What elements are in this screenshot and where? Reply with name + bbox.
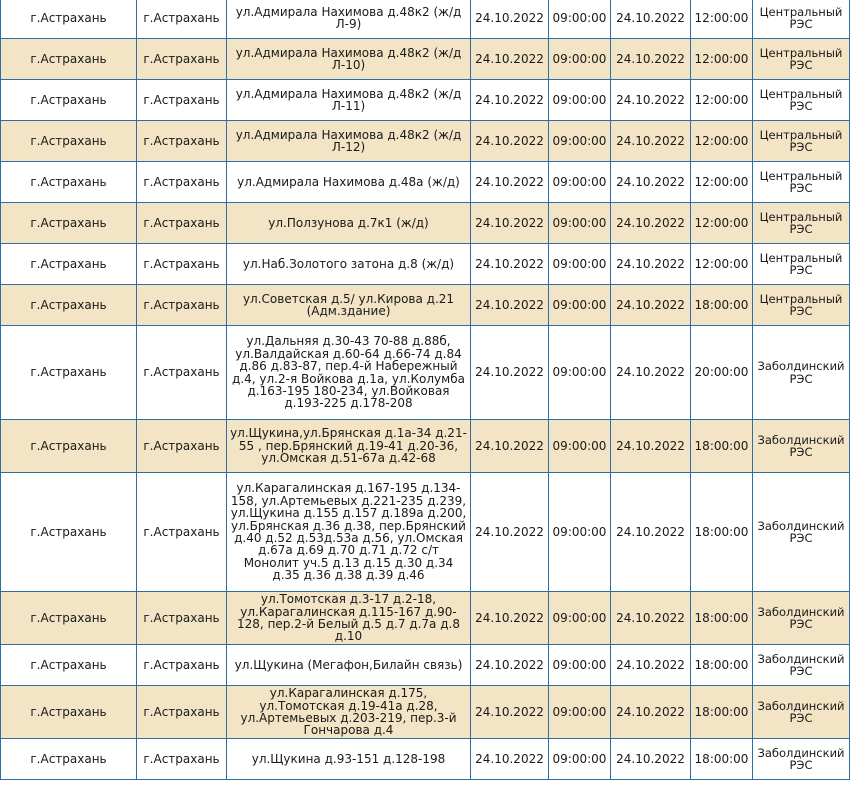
end-time-cell: 12:00:00 [691,0,753,39]
res-cell: Центральный РЭС [753,0,850,39]
locality-cell: г.Астрахань [1,739,137,780]
end-time-cell: 12:00:00 [691,39,753,80]
address-cell: ул.Дальняя д.30-43 70-88 д.88б, ул.Валдайская д.60-64 д.66-74 д.84 д.86 д.83-87, пер.4-й Набережный д.4, ул.2-я Войкова д.1а, ул.Колумба д.163-195 180-234, ул.Войковая д.193-225 д.178-208 [227,326,471,420]
start-time-cell: 09:00:00 [549,739,611,780]
start-time-cell: 09:00:00 [549,473,611,592]
locality-cell: г.Астрахань [1,645,137,686]
table-body [1,0,850,780]
start-date-cell: 24.10.2022 [471,0,549,39]
table-row [1,39,850,80]
res-cell: Центральный РЭС [753,162,850,203]
locality-cell: г.Астрахань [1,686,137,739]
end-date-cell: 24.10.2022 [611,0,691,39]
locality-cell: г.Астрахань [1,162,137,203]
start-time-cell: 09:00:00 [549,39,611,80]
table-row [1,326,850,420]
end-time-cell: 12:00:00 [691,244,753,285]
start-date-cell: 24.10.2022 [471,121,549,162]
table-row [1,420,850,473]
end-time-cell: 18:00:00 [691,592,753,645]
start-time-cell: 09:00:00 [549,592,611,645]
district-cell: г.Астрахань [137,80,227,121]
locality-cell: г.Астрахань [1,473,137,592]
res-cell: Заболдинский РЭС [753,686,850,739]
res-cell: Центральный РЭС [753,244,850,285]
start-date-cell: 24.10.2022 [471,420,549,473]
start-time-cell: 09:00:00 [549,326,611,420]
locality-cell: г.Астрахань [1,39,137,80]
locality-cell: г.Астрахань [1,203,137,244]
table-row [1,162,850,203]
start-date-cell: 24.10.2022 [471,739,549,780]
district-cell: г.Астрахань [137,473,227,592]
start-time-cell: 09:00:00 [549,162,611,203]
address-cell: ул.Ползунова д.7к1 (ж/д) [227,203,471,244]
table-row [1,203,850,244]
table-row [1,473,850,592]
end-time-cell: 18:00:00 [691,739,753,780]
res-cell: Заболдинский РЭС [753,473,850,592]
start-date-cell: 24.10.2022 [471,326,549,420]
district-cell: г.Астрахань [137,592,227,645]
end-date-cell: 24.10.2022 [611,686,691,739]
address-cell: ул.Томотская д.3-17 д.2-18, ул.Карагалинская д.115-167 д.90-128, пер.2-й Белый д.5 д.7 д.7а д.8 д.10 [227,592,471,645]
end-date-cell: 24.10.2022 [611,80,691,121]
end-date-cell: 24.10.2022 [611,121,691,162]
end-time-cell: 12:00:00 [691,162,753,203]
res-cell: Заболдинский РЭС [753,739,850,780]
address-cell: ул.Адмирала Нахимова д.48а (ж/д) [227,162,471,203]
district-cell: г.Астрахань [137,326,227,420]
address-cell: ул.Адмирала Нахимова д.48к2 (ж/д Л-11) [227,80,471,121]
end-time-cell: 18:00:00 [691,420,753,473]
end-time-cell: 12:00:00 [691,203,753,244]
start-time-cell: 09:00:00 [549,121,611,162]
end-date-cell: 24.10.2022 [611,420,691,473]
end-time-cell: 18:00:00 [691,473,753,592]
end-date-cell: 24.10.2022 [611,645,691,686]
start-date-cell: 24.10.2022 [471,686,549,739]
end-date-cell: 24.10.2022 [611,203,691,244]
res-cell: Заболдинский РЭС [753,592,850,645]
address-cell: ул.Карагалинская д.175, ул.Томотская д.19-41а д.28, ул.Артемьевых д.203-219, пер.3-й Гончарова д.4 [227,686,471,739]
locality-cell: г.Астрахань [1,0,137,39]
address-cell: ул.Адмирала Нахимова д.48к2 (ж/д Л-9) [227,0,471,39]
table-row [1,244,850,285]
start-time-cell: 09:00:00 [549,244,611,285]
district-cell: г.Астрахань [137,203,227,244]
start-time-cell: 09:00:00 [549,285,611,326]
end-date-cell: 24.10.2022 [611,285,691,326]
locality-cell: г.Астрахань [1,592,137,645]
res-cell: Заболдинский РЭС [753,645,850,686]
district-cell: г.Астрахань [137,645,227,686]
address-cell: ул.Карагалинская д.167-195 д.134-158, ул.Артемьевых д.221-235 д.239, ул.Щукина д.155 д.157 д.189а д.200, ул.Брянская д.36 д.38, пер.Брянский д.40 д.52 д.53д.53а д.56, ул.Омская д.67а д.69 д.70 д.71 д.72 с/т Монолит уч.5 д.13 д.15 д.30 д.34 д.35 д.36 д.38 д.39 д.46 [227,473,471,592]
res-cell: Заболдинский РЭС [753,420,850,473]
address-cell: ул.Щукина,ул.Брянская д.1а-34 д.21-55 , пер.Брянский д.19-41 д.20-36, ул.Омская д.51-67а д.42-68 [227,420,471,473]
end-time-cell: 18:00:00 [691,285,753,326]
start-time-cell: 09:00:00 [549,686,611,739]
end-date-cell: 24.10.2022 [611,162,691,203]
address-cell: ул.Щукина (Мегафон,Билайн связь) [227,645,471,686]
address-cell: ул.Щукина д.93-151 д.128-198 [227,739,471,780]
table-row [1,686,850,739]
district-cell: г.Астрахань [137,39,227,80]
locality-cell: г.Астрахань [1,326,137,420]
res-cell: Центральный РЭС [753,121,850,162]
address-cell: ул.Адмирала Нахимова д.48к2 (ж/д Л-12) [227,121,471,162]
start-time-cell: 09:00:00 [549,80,611,121]
start-time-cell: 09:00:00 [549,420,611,473]
end-date-cell: 24.10.2022 [611,473,691,592]
end-time-cell: 12:00:00 [691,121,753,162]
district-cell: г.Астрахань [137,162,227,203]
address-cell: ул.Адмирала Нахимова д.48к2 (ж/д Л-10) [227,39,471,80]
district-cell: г.Астрахань [137,285,227,326]
district-cell: г.Астрахань [137,244,227,285]
locality-cell: г.Астрахань [1,285,137,326]
res-cell: Центральный РЭС [753,203,850,244]
end-date-cell: 24.10.2022 [611,592,691,645]
res-cell: Центральный РЭС [753,285,850,326]
end-date-cell: 24.10.2022 [611,326,691,420]
start-date-cell: 24.10.2022 [471,473,549,592]
end-time-cell: 12:00:00 [691,80,753,121]
district-cell: г.Астрахань [137,0,227,39]
start-date-cell: 24.10.2022 [471,244,549,285]
table-row [1,121,850,162]
start-date-cell: 24.10.2022 [471,203,549,244]
start-date-cell: 24.10.2022 [471,285,549,326]
start-date-cell: 24.10.2022 [471,80,549,121]
start-time-cell: 09:00:00 [549,645,611,686]
start-time-cell: 09:00:00 [549,0,611,39]
address-cell: ул.Наб.Золотого затона д.8 (ж/д) [227,244,471,285]
table-row [1,285,850,326]
locality-cell: г.Астрахань [1,80,137,121]
table-row [1,645,850,686]
table-row [1,80,850,121]
end-date-cell: 24.10.2022 [611,739,691,780]
table-row [1,0,850,39]
table-row [1,592,850,645]
district-cell: г.Астрахань [137,121,227,162]
res-cell: Центральный РЭС [753,39,850,80]
end-date-cell: 24.10.2022 [611,39,691,80]
start-date-cell: 24.10.2022 [471,592,549,645]
start-date-cell: 24.10.2022 [471,645,549,686]
start-date-cell: 24.10.2022 [471,162,549,203]
district-cell: г.Астрахань [137,739,227,780]
start-time-cell: 09:00:00 [549,203,611,244]
locality-cell: г.Астрахань [1,244,137,285]
locality-cell: г.Астрахань [1,121,137,162]
district-cell: г.Астрахань [137,420,227,473]
district-cell: г.Астрахань [137,686,227,739]
end-time-cell: 18:00:00 [691,645,753,686]
end-date-cell: 24.10.2022 [611,244,691,285]
address-cell: ул.Советская д.5/ ул.Кирова д.21 (Адм.здание) [227,285,471,326]
end-time-cell: 20:00:00 [691,326,753,420]
locality-cell: г.Астрахань [1,420,137,473]
res-cell: Центральный РЭС [753,80,850,121]
table-row [1,739,850,780]
res-cell: Заболдинский РЭС [753,326,850,420]
start-date-cell: 24.10.2022 [471,39,549,80]
end-time-cell: 18:00:00 [691,686,753,739]
